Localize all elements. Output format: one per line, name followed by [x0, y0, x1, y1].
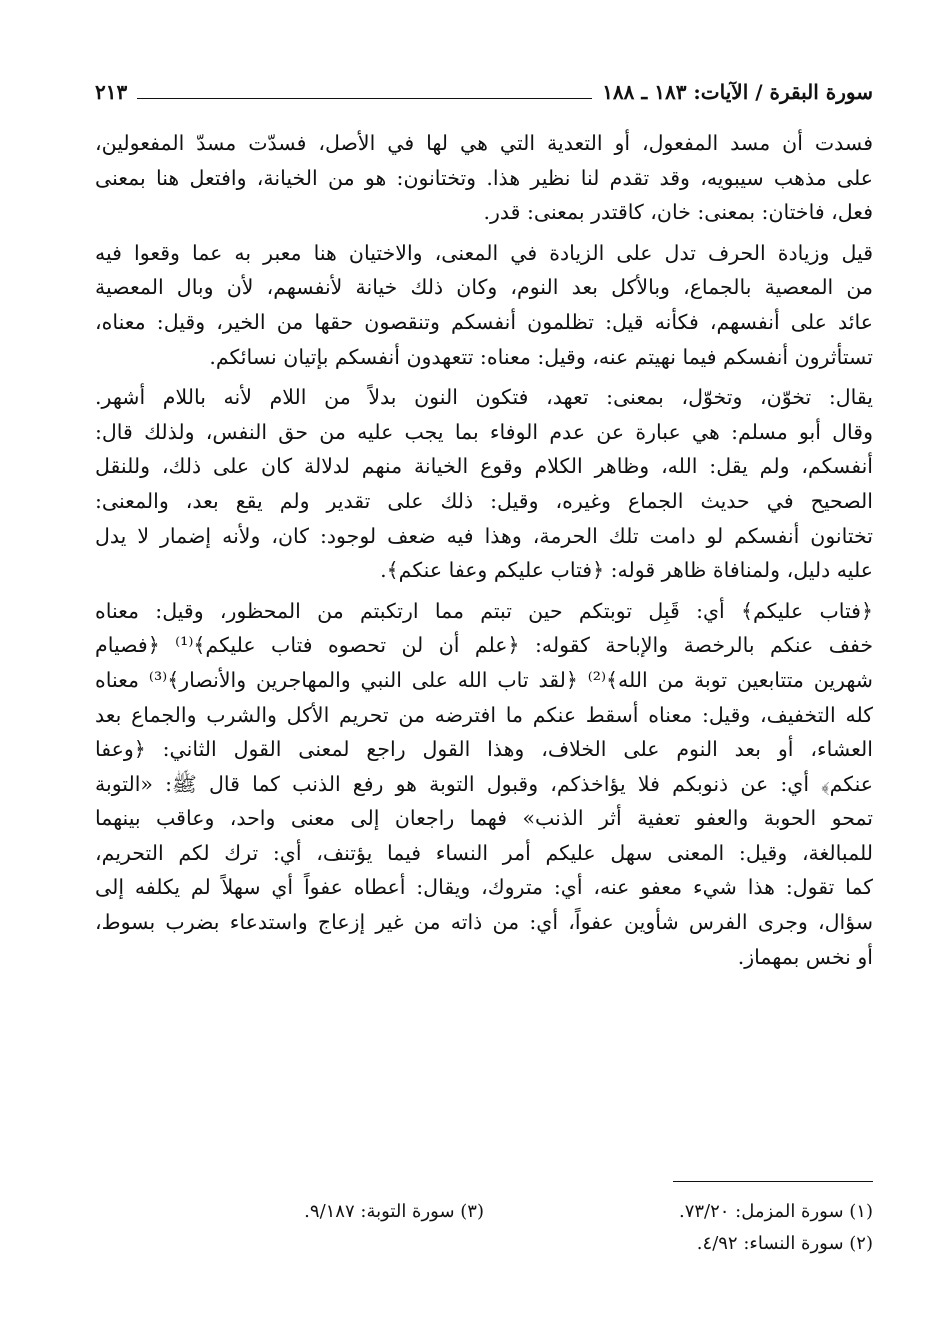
- footnote-separator: [673, 1181, 873, 1182]
- main-text: [95, 126, 873, 974]
- paragraph-2: [95, 236, 873, 374]
- text-line: سؤال، وجرى الفرس شأوين عفواً، أي: من ذاته من غير إزعاج واستدعاء بضرب بسوط،: [95, 910, 873, 935]
- text-line: كله التخفيف، وقيل: معناه أسقط عنكم ما افترضه من تحريم الأكل والشرب والجماع بعد: [95, 702, 873, 727]
- text-line: يقال: تخوّن، وتخوّل، بمعنى: تعهد، فتكون النون بدلاً من اللام لأنه باللام أشهر.: [95, 385, 873, 410]
- text-line: كما تقول: هذا شيء معفو عنه، أي: متروك، ويقال: أعطاه عفواً أي سهلاً لم يكلفه إلى: [95, 875, 873, 900]
- footnote-1: (١) سورة المزمل: ٧٣/٢٠.: [678, 1201, 873, 1222]
- text-line: تختانون أنفسكم لو دامت تلك الحرمة، وهذا فيه ضعف لوجود: كان، ولأنه إضمار لا يدل: [95, 523, 873, 548]
- text-line: للمبالغة، وقيل: المعنى سهل عليكم أمر النساء فيما يؤتنف، أي: ترك لكم التحريم،: [95, 840, 873, 865]
- text-line: الصحيح في حديث الجماع وغيره، وقيل: ذلك على تقدير ولم يقع بعد، والمعنى:: [95, 488, 873, 513]
- paragraph-4: [95, 594, 873, 975]
- text-line: عنكم﴾ أي: عن ذنوبكم فلا يؤاخذكم، وقبول التوبة هو رفع الذنب كما قال ﷺ: «التوبة: [95, 771, 873, 796]
- footnote-2: (٢) سورة النساء: ٤/٩٢.: [696, 1233, 873, 1254]
- text-line: تستأثرون أنفسكم فيما نهيتم عنه، وقيل: معناه: تتعهدون أنفسكم بإتيان نسائكم.: [209, 344, 873, 369]
- footnote-row: [95, 1196, 873, 1228]
- paragraph-1: [95, 126, 873, 230]
- text-line: فسدت أن مسد المفعول، أو التعدية التي هي لها في الأصل، فسدّت مسدّ المفعولين،: [95, 131, 873, 155]
- text-line: شهرين متتابعين توبة من الله﴾⁽²⁾ ﴿لقد تاب الله على النبي والمهاجرين والأنصار﴾⁽³⁾ معناه: [95, 667, 873, 692]
- header-rule: [137, 98, 592, 99]
- footnotes: [95, 1196, 873, 1260]
- text-line: تمحو الحوبة والعفو تعفية أثر الذنب» فهما راجعان إلى معنى واحد، وعاقب بينهما: [95, 806, 873, 831]
- footnote-3: (٣) سورة التوبة: ٩/١٨٧.: [304, 1201, 484, 1222]
- footnote-row: [95, 1228, 873, 1260]
- running-header: [95, 72, 873, 112]
- text-line: قيل وزيادة الحرف تدل على الزيادة في المعنى، والاختيان هنا معبر به عما وقعوا فيه: [95, 240, 873, 265]
- text-line: عليه دليل، ولمنافاة ظاهر قوله: ﴿فتاب عليكم وعفا عنكم﴾.: [380, 558, 873, 583]
- text-line: وقال أبو مسلم: هي عبارة عن عدم الوفاء بما يجب عليه من حق النفس، ولذلك قال:: [95, 419, 873, 444]
- paragraph-3: [95, 380, 873, 588]
- text-line: فعل، فاختان: بمعنى: خان، كاقتدر بمعنى: قدر.: [483, 200, 873, 225]
- text-line: خفف عنكم بالرخصة والإباحة كقوله: ﴿علم أن لن تحصوه فتاب عليكم﴾⁽¹⁾ ﴿فصيام: [95, 633, 874, 658]
- page-number: ٢١٣: [95, 80, 128, 104]
- text-line: ﴿فتاب عليكم﴾ أي: قَبِل توبتكم حين تبتم مما ارتكبتم من المحظور، وقيل: معناه: [95, 598, 873, 623]
- text-line: العشاء، أو بعد النوم على الخلاف، وهذا القول راجع لمعنى القول الثاني: ﴿وعفا: [95, 737, 873, 762]
- text-line: عائد على أنفسهم، فكأنه قيل: تظلمون أنفسكم وتنقصون حقها من الخير، وقيل: معناه،: [95, 309, 873, 334]
- text-line: أنفسكم، ولم يقل: الله، وظاهر الكلام وقوع الخيانة منهم لدلالة كان على ذلك، وللنقل: [95, 454, 873, 479]
- text-line: على مذهب سيبويه، وقد تقدم لنا نظير هذا. وتختانون: هو من الخيانة، وافتعل هنا بمعنى: [95, 165, 873, 190]
- header-title: سورة البقرة / الآيات: ١٨٣ ـ ١٨٨: [602, 80, 873, 104]
- text-line: من المعصية بالجماع، وبالأكل بعد النوم، وكان ذلك خيانة لأنفسهم، لأن وبال المعصية: [95, 275, 873, 300]
- text-line: أو نخس بمهماز.: [737, 944, 873, 969]
